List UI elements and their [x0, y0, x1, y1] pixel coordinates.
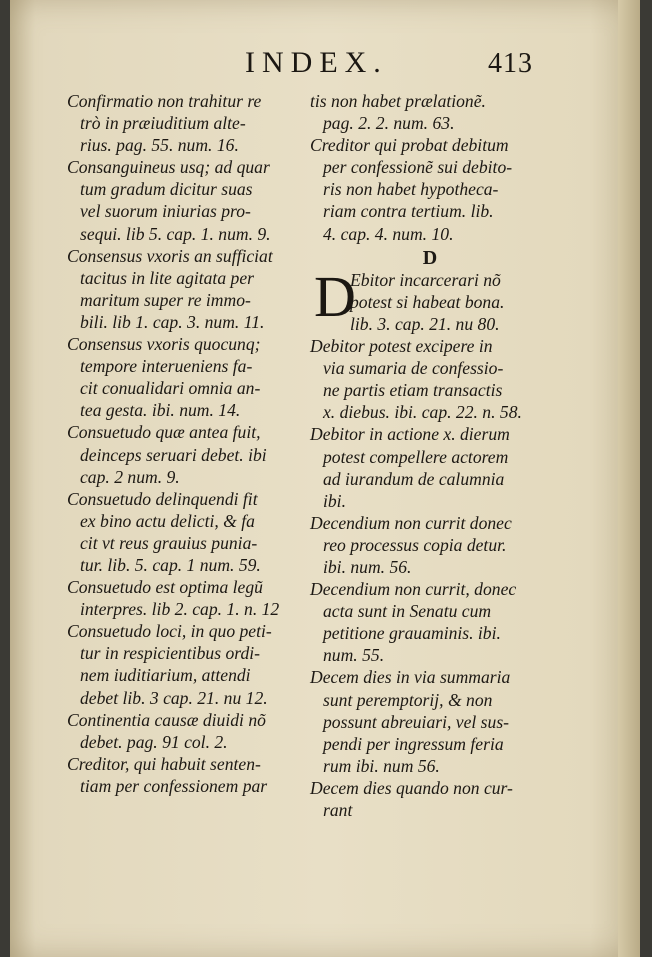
entry-line: riam contra tertium. lib. — [323, 201, 494, 222]
entry-headword-line: Creditor, qui habuit senten- — [67, 753, 261, 774]
index-entry — [310, 90, 550, 134]
entry-line: tacitus in lite agitata per — [80, 267, 254, 288]
entry-line: sunt peremptorij, & non — [323, 689, 493, 710]
entry-headword-line: Consuetudo delinquendi fit — [67, 488, 258, 509]
entry-headword-line: Debitor in actione x. dierum — [310, 424, 510, 445]
entry-line: sequi. lib 5. cap. 1. num. 9. — [80, 223, 271, 244]
entry-line: acta sunt in Senatu cum — [323, 601, 492, 622]
entry-headword-line: tis non habet prælationẽ. — [310, 91, 486, 111]
entry-line: lib. 3. cap. 21. nu 80. — [350, 313, 500, 334]
entry-line: tum gradum dicitur suas — [80, 179, 253, 200]
entry-line: tur. lib. 5. cap. 1 num. 59. — [80, 554, 261, 575]
index-entry — [310, 777, 550, 821]
entry-line: nem iuditiarium, attendi — [80, 665, 251, 686]
entry-headword-line: Decem dies quando non cur- — [310, 777, 513, 798]
index-entry — [67, 576, 312, 620]
entry-line: rius. pag. 55. num. 16. — [80, 135, 239, 156]
index-entry — [67, 488, 312, 576]
entry-headword-line: Consuetudo est optima legũ — [67, 577, 263, 598]
page-header — [10, 46, 640, 86]
entry-line: num. 55. — [323, 645, 385, 666]
entry-line: interpres. lib 2. cap. 1. n. 12 — [80, 599, 280, 620]
entry-line: ibi. num. 56. — [323, 556, 412, 577]
index-entry — [310, 263, 550, 335]
index-entry — [67, 156, 312, 244]
entry-line: pendi per ingressum feria — [323, 733, 504, 754]
entry-headword-line: Continentia causæ diuidi nõ — [67, 709, 266, 730]
entry-line: tiam per confessionem par — [80, 775, 268, 796]
entry-line: tea gesta. ibi. num. 14. — [80, 400, 241, 421]
entry-line: tempore interueniens fa- — [80, 356, 253, 377]
entry-line: trò in præiuditium alte- — [80, 113, 246, 134]
index-entry — [310, 578, 550, 666]
index-entry — [67, 90, 312, 156]
entry-headword-line: Decendium non currit donec — [310, 512, 512, 533]
page-number: 413 — [488, 48, 533, 79]
entry-headword-line: Consuetudo quæ antea fuit, — [67, 422, 261, 443]
index-entry — [310, 666, 550, 776]
entry-line: vel suorum iniurias pro- — [80, 201, 251, 222]
entry-line: maritum super re immo- — [80, 289, 251, 310]
index-entry — [310, 134, 550, 244]
right-column — [310, 90, 550, 821]
entry-headword-line: Confirmatio non trahitur re — [67, 91, 262, 111]
entry-line: debet. pag. 91 col. 2. — [80, 731, 228, 752]
entry-line: via sumaria de confessio- — [323, 358, 504, 379]
entry-line: ris non habet hypotheca- — [323, 179, 499, 200]
entry-headword-line: Debitor potest excipere in — [310, 336, 493, 357]
entry-line: debet lib. 3 cap. 21. nu 12. — [80, 687, 268, 708]
page-edge — [618, 0, 640, 957]
entry-line: ibi. — [323, 490, 346, 511]
entry-line: potest compellere actorem — [323, 446, 509, 467]
entry-headword-line: Decendium non currit, donec — [310, 579, 517, 600]
index-entry — [67, 620, 312, 708]
entry-headword-line: Decem dies in via summaria — [310, 667, 511, 688]
index-entry — [67, 709, 312, 753]
entry-line: rum ibi. num 56. — [323, 755, 440, 776]
entry-headword-line: Consanguineus usq; ad quar — [67, 157, 270, 178]
book-page — [10, 0, 640, 957]
entry-headword-line: Creditor qui probat debitum — [310, 135, 509, 156]
section-letter: D — [422, 246, 438, 269]
entry-line: petitione grauaminis. ibi. — [323, 623, 501, 644]
index-entry — [67, 333, 312, 421]
entry-headword-line: Consensus vxoris quocunq; — [67, 334, 261, 355]
entry-line: tur in respicientibus ordi- — [80, 643, 261, 664]
entry-line: rant — [323, 800, 353, 820]
index-entry — [67, 753, 312, 797]
entry-line: cit conualidari omnia an- — [80, 378, 261, 399]
index-entry — [310, 335, 550, 423]
entry-line: cit vt reus grauius punia- — [80, 532, 258, 553]
left-column — [67, 90, 312, 797]
entry-line: bili. lib 1. cap. 3. num. 11. — [80, 311, 265, 332]
entry-line: possunt abreuiari, vel sus- — [323, 711, 510, 732]
entry-line: per confessionẽ sui debito- — [323, 157, 513, 178]
entry-line: reo processus copia detur. — [323, 534, 507, 555]
index-entry — [310, 512, 550, 578]
entry-headword-line: Consensus vxoris an sufficiat — [67, 245, 273, 266]
entry-line: Ebitor incarcerari nõ — [350, 269, 501, 290]
index-entry — [67, 245, 312, 333]
entry-line: ex bino actu delicti, & fa — [80, 510, 255, 531]
entry-line: pag. 2. 2. num. 63. — [323, 113, 455, 134]
index-entry — [310, 423, 550, 511]
entry-line: deinceps seruari debet. ibi — [80, 444, 267, 465]
index-entry — [67, 421, 312, 487]
page-title: INDEX. — [245, 46, 388, 79]
drop-cap: D — [314, 263, 356, 329]
entry-line: ne partis etiam transactis — [323, 380, 503, 401]
entry-line: x. diebus. ibi. cap. 22. n. 58. — [323, 402, 522, 423]
entry-line: 4. cap. 4. num. 10. — [323, 223, 454, 244]
entry-line: potest si habeat bona. — [350, 291, 505, 312]
entry-line: cap. 2 num. 9. — [80, 466, 180, 487]
entry-line: ad iurandum de calumnia — [323, 468, 505, 489]
entry-headword-line: Consuetudo loci, in quo peti- — [67, 621, 272, 642]
